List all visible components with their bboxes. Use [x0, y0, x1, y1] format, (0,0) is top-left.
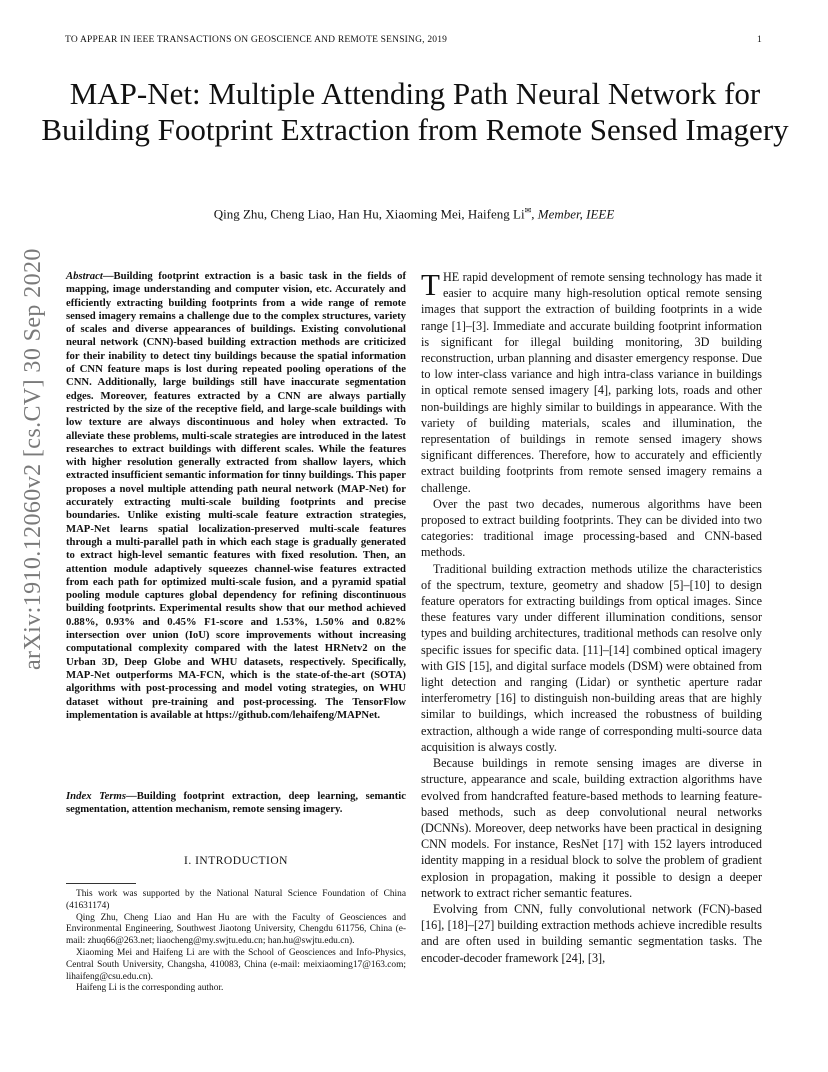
section-heading: I. INTRODUCTION	[184, 855, 288, 867]
footnote-corresponding: Haifeng Li is the corresponding author.	[76, 983, 224, 994]
paper-title: MAP-Net: Multiple Attending Path Neural Network for Building Footprint Extraction from Remote Sensed Imagery	[41, 76, 789, 147]
footnote-divider	[66, 883, 136, 884]
intro-paragraph-4: Because buildings in remote sensing images are diverse in structure, appearance and scale, building extraction algorithms have evolved from handcrafted feature-based methods to learning feature-based methods, such as deep convolutional neural networks (DCNNs). Moreover, deep networks have been practical in designing CNN models. For instance, ResNet [17] with 152 layers introduced identity mapping in a residual block to solve the problem of gradient explosion in propagation, making it possible to design a deeper network to extract richer semantic features.	[421, 756, 762, 900]
envelope-icon: ✉	[524, 206, 532, 215]
index-terms	[66, 790, 406, 817]
author-names: Qing Zhu, Cheng Liao, Han Hu, Xiaoming Mei, Haifeng Li	[213, 206, 525, 222]
intro-paragraph-2: Over the past two decades, numerous algorithms have been proposed to extract building footprints. They can be divided into two categories: traditional image processing-based and CNN-based methods.	[421, 496, 762, 560]
footnotes	[66, 889, 406, 995]
intro-paragraph-3: Traditional building extraction methods utilize the characteristics of the spectrum, texture, geometry and shadow [5]–[10] to design feature operators for extracting buildings from optical images. Since these features vary under different illumination conditions, sensor types and building architectures, traditional methods can resolve only specific issues for specific data. [11]–[14] combined optical imagery with GIS [15], and digital surface models (DSM) were obtained from light detection and ranging (Lidar) or synthetic aperture radar interferometry [16] to distinguish non-building areas that are highly similar to buildings, which increased the robustness of building extraction, although a wide range of corresponding multi-source data acquisition is always costly.	[421, 561, 762, 754]
abstract-text: —Building footprint extraction is a basic task in the fields of mapping, image understanding and computer vision, etc. Accurately and efficiently extracting building footprints from a wide range of remote sensed imagery remains a challenge due to the complex structures, variety of scales and diverse appearances of buildings. Existing convolutional neural network (CNN)-based building extraction methods are criticized for their inability to detect tiny buildings because the spatial information of CNN feature maps is lost during repeated pooling operations of the CNN. Additionally, large buildings still have inaccurate segmentation edges. Moreover, features extracted by a CNN are always partially restricted by the size of the receptive field, and large-scale buildings with low texture are always discontinuous and holey when extracted. To alleviate these problems, multi-scale strategies are introduced in the latest researches to extract buildings with different scales. While the features with higher resolution generally extracted from shallow layers, which extracted insufficient semantic information for tinny buildings. This paper proposes a novel multiple attending path neural network (MAP-Net) for accurately extracting multi-scale building footprints and precise boundaries. Unlike existing multi-scale feature extraction strategies, MAP-Net learns spatial localization-preserved multi-scale features through a multi-parallel path in which each stage is gradually generated to extract high-level semantic features with fixed resolution. Then, an attention module adaptively squeezes channel-wise features extracted from each path for optimized multi-scale fusion, and a pyramid spatial pooling module captures global dependency for refining discontinuous building footprints. Experimental results show that our method achieved 0.88%, 0.93% and 0.45% F1-score and 1.53%, 1.50% and 0.82% intersection over union (IoU) score improvements without increasing computational complexity compared with the latest HRNetv2 on the Urban 3D, Deep Globe and WHU datasets, respectively. Specifically, MAP-Net outperforms MA-FCN, which is the state-of-the-art (SOTA) algorithms with post-processing and model voting strategies, on WHU dataset without pre-training and post-processing. The TensorFlow implementation is available at https://github.com/lehaifeng/MAPNet.	[66, 270, 406, 721]
intro-paragraph-1	[421, 269, 762, 496]
intro-paragraph-1-text: HE rapid development of remote sensing technology has made it easier to acquire many high-resolution optical remote sensing images that support the extraction of building footprints in a wide range [1]–[3]. Immediate and accurate building footprint information is significant for illegal building monitoring, 3D building reconstruction, urban planning and disaster emergency response. Due to low inter-class variance and high intra-class variance in buildings in optical remote sensed imagery [4], parking lots, roads and other non-buildings are highly similar to buildings in appearance. With the variety of building materials, scales and illumination, the representation of buildings in remote sensed imagery shows significant differences. Therefore, how to accurately and efficiently extract building footprints from remote sensed imagery remains a challenge.	[421, 270, 762, 495]
intro-paragraph-5: Evolving from CNN, fully convolutional network (FCN)-based [16], [18]–[27] building extraction methods achieve incredible results and are often used in building semantic segmentation tasks. The encoder-decoder framework [24], [3],	[421, 901, 762, 965]
drop-cap: T	[421, 267, 440, 302]
index-terms-text: —Building footprint extraction, deep learning, semantic segmentation, attention mechanism, remote sensing imagery.	[66, 790, 406, 816]
abstract-label: Abstract	[66, 270, 103, 282]
author-membership: Member, IEEE	[537, 206, 615, 222]
arxiv-stamp: arXiv:1910.12060v2 [cs.CV] 30 Sep 2020	[20, 248, 46, 670]
running-header: TO APPEAR IN IEEE TRANSACTIONS ON GEOSCIENCE AND REMOTE SENSING, 2019	[65, 35, 448, 45]
footnote-affiliation-2: Xiaoming Mei and Haifeng Li are with the School of Geosciences and Info-Physics, Central South University, Changsha, 410083, China (e-mail: meixiaoming17@163.com; lihaifeng@csu.edu.cn).	[66, 947, 406, 982]
footnote-affiliation-1: Qing Zhu, Cheng Liao and Han Hu are with the Faculty of Geosciences and Environmental Engineering, Southwest Jiaotong University, Chengdu 611756, China (e-mail: zhuq66@263.net; liaocheng@my.swjtu.edu.cn; han.hu@swjtu.edu.cn).	[66, 912, 406, 947]
author-line: Qing Zhu, Cheng Liao, Han Hu, Xiaoming Mei, Haifeng Li✉, Member, IEEE	[213, 206, 615, 222]
footnote-funding: This work was supported by the National Natural Science Foundation of China (41631174)	[66, 889, 406, 911]
index-terms-label: Index Terms	[66, 790, 127, 802]
page-number: 1	[757, 35, 762, 45]
abstract	[66, 270, 406, 722]
introduction-body	[421, 269, 762, 966]
